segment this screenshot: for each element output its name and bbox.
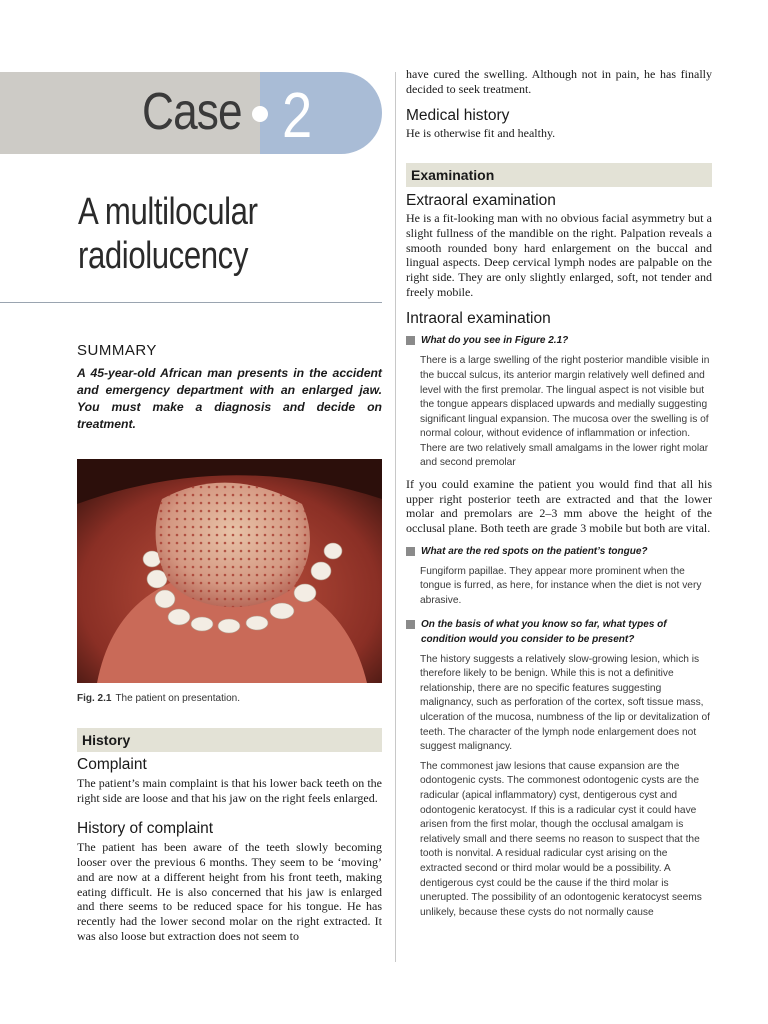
column-divider [395, 72, 396, 962]
history-section [77, 728, 382, 943]
square-bullet-icon [406, 336, 415, 345]
summary-text: A 45-year-old African man presents in the accident and emergency department with an enlarged jaw. You must make a diagnosis and decide on treatment. [77, 366, 382, 431]
complaint-text: The patient’s main complaint is that his lower back teeth on the right side are loose and that his jaw on the right feels enlarged. [77, 776, 382, 805]
complaint-heading: Complaint [77, 756, 147, 773]
case-label: Case [142, 83, 242, 141]
question-3: On the basis of what you know so far, what types of condition would you consider to be present? [406, 617, 712, 647]
history-of-complaint-heading: History of complaint [77, 820, 214, 838]
square-bullet-icon [406, 547, 415, 556]
extraoral-text: He is a fit-looking man with no obvious facial asymmetry but a slight fullness of the mandible on the right. Palpation reveals a smooth rounded bony hard enlargement on the buccal and lingual aspects. Deep cervical lymph nodes are palpable on the right side. They are only slightly enlarged, soft, not tender and freely mobile. [406, 211, 712, 299]
answer-2: Fungiform papillae. They appear more prominent when the tongue is furred, as here, for instance when the diet is not very abrasive. [420, 565, 702, 607]
medical-history-text: He is otherwise fit and healthy. [406, 126, 556, 141]
title-divider [0, 302, 382, 303]
extraoral-heading: Extraoral examination [406, 192, 556, 210]
intraoral-paragraph: If you could examine the patient you would find that all his upper right posterior teeth are extracted and that the lower molar and premolars are 2–3 mm above the height of the occlusal plane. Both teeth are grade 3 mobile but both are vital. [406, 477, 712, 536]
answer-3-continued: The commonest jaw lesions that cause expansion are the odontogenic cysts. The commonest odontogenic cysts are the radicular (apical inflammatory) cyst, dentigerous cyst and odontogenic keratocyst. If this is a radicular cyst it could have arisen from the first molar, though the occlusal amalgam is relatively small and there seems no reason to suspect that the tooth is nonvital. A residual radicular cyst arising on the extracted second or third molar would be a possibility. A dentigerous cyst could be the cause if the third molar is unerupted. The possibility of an odontogenic keratocyst seems unlikely, because these cysts do not normally cause [420, 760, 702, 918]
medical-history-heading: Medical history [406, 107, 510, 125]
history-heading: History [77, 728, 382, 752]
figure-caption-text: The patient on presentation. [115, 693, 240, 704]
examination-heading: Examination [406, 163, 712, 187]
case-banner-blue [260, 72, 382, 154]
square-bullet-icon [406, 620, 415, 629]
case-number: 2 [282, 79, 313, 151]
bullet-dot-icon [252, 106, 268, 122]
figure-label: Fig. 2.1 [77, 693, 112, 704]
summary-heading: SUMMARY [77, 342, 157, 359]
question-1: What do you see in Figure 2.1? [406, 333, 712, 348]
question-2: What are the red spots on the patient’s tongue? [406, 544, 712, 559]
page-title: A multilocular radiolucency [78, 191, 258, 277]
answer-3: The history suggests a relatively slow-growing lesion, which is therefore likely to be benign. While this is not a definitive relationship, there are no specific features suggesting malignancy, such as perforation of the cortex, soft tissue mass, ulceration of the mucosa, numbness of the lip or devitalization of teeth. The character of the lymph node enlargement does not suggest malignancy. [420, 653, 710, 753]
history-of-complaint-text: The patient has been aware of the teeth slowly becoming looser over the previous 6 months. They seem to be ‘moving’ and are now at a different height from his front teeth, making eating difficult. He is also concerned that his jaw is enlarged and there seems to be reduced space for his tongue. He has recently had the lower second molar on the right extracted. It was also loose but extraction does not seem to [77, 840, 382, 943]
right-column [406, 67, 712, 920]
answer-1: There is a large swelling of the right posterior mandible visible in the buccal sulcus, its anterior margin relatively well defined and level with the first premolar. The lingual aspect is not visible but the tongue appears displaced upwards and medially suggesting significant lingual expansion. The mucosa over the swelling is of normal colour, without evidence of inflammation or infection. There are two relatively small amalgams in the lower right molar and second premolar [420, 355, 710, 469]
intraoral-heading: Intraoral examination [406, 310, 551, 328]
summary-section [77, 342, 382, 433]
clinical-photo [77, 459, 382, 683]
mouth-illustration [77, 459, 382, 683]
figure-caption [77, 693, 240, 704]
continuation-text: have cured the swelling. Although not in pain, he has finally decided to seek treatment. [406, 67, 712, 96]
